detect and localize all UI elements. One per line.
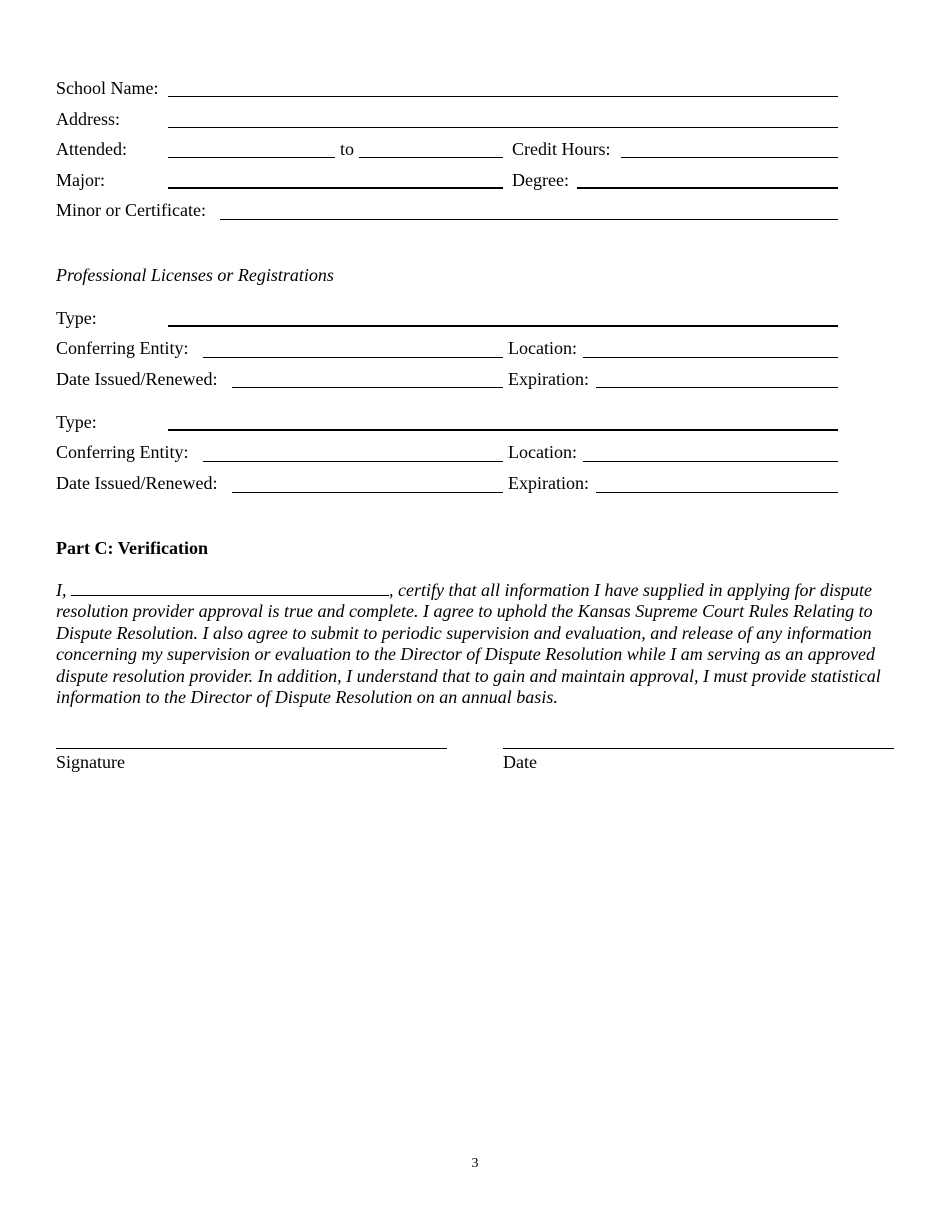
licenses-heading: Professional Licenses or Registrations bbox=[56, 265, 334, 285]
license-1-conferring-label: Conferring Entity: bbox=[56, 338, 189, 358]
date-line[interactable] bbox=[503, 748, 894, 749]
license-1-type-field[interactable] bbox=[168, 325, 838, 327]
date-label: Date bbox=[503, 752, 537, 772]
major-label: Major: bbox=[56, 170, 105, 190]
major-field[interactable] bbox=[168, 187, 503, 189]
license-1-type-label: Type: bbox=[56, 308, 97, 328]
license-1-expiration-label: Expiration: bbox=[508, 369, 589, 389]
license-1-location-label: Location: bbox=[508, 338, 577, 358]
attended-label: Attended: bbox=[56, 139, 127, 159]
attended-to-field[interactable] bbox=[359, 157, 503, 158]
verification-paragraph bbox=[56, 579, 894, 708]
license-2-conferring-field[interactable] bbox=[203, 461, 503, 462]
license-1-conferring-field[interactable] bbox=[203, 357, 503, 358]
license-2-type-label: Type: bbox=[56, 412, 97, 432]
license-1-location-field[interactable] bbox=[583, 357, 838, 358]
license-2-location-field[interactable] bbox=[583, 461, 838, 462]
school-name-label: School Name: bbox=[56, 78, 159, 98]
school-name-field[interactable] bbox=[168, 96, 838, 97]
credit-hours-field[interactable] bbox=[621, 157, 838, 158]
verification-heading: Part C: Verification bbox=[56, 538, 208, 558]
verification-text: , certify that all information I have supplied in applying for dispute resolution provider approval is true and complete. I agree to uphold the Kansas Supreme Court Rules Relating to Dispute Resolution. I also agree to submit to periodic supervision and evaluation, and release of any information concerning my supervision or evaluation to the Director of Dispute Resolution while I am serving as an approved dispute resolution provider. In addition, I understand that to gain and maintain approval, I must provide statistical information to the Director of Dispute Resolution on an annual basis. bbox=[56, 580, 881, 708]
license-2-type-field[interactable] bbox=[168, 429, 838, 431]
attended-to-label: to bbox=[340, 139, 355, 159]
license-2-date-label: Date Issued/Renewed: bbox=[56, 473, 218, 493]
license-1-date-field[interactable] bbox=[232, 387, 503, 388]
address-field[interactable] bbox=[168, 127, 838, 128]
signature-label: Signature bbox=[56, 752, 125, 772]
license-1-expiration-field[interactable] bbox=[596, 387, 838, 388]
license-2-location-label: Location: bbox=[508, 442, 577, 462]
page-number: 3 bbox=[471, 1156, 479, 1171]
degree-label: Degree: bbox=[512, 170, 569, 190]
credit-hours-label: Credit Hours: bbox=[512, 139, 611, 159]
license-2-date-field[interactable] bbox=[232, 492, 503, 493]
degree-field[interactable] bbox=[577, 187, 838, 189]
verification-prefix: I, bbox=[56, 580, 71, 600]
certifier-name-field[interactable] bbox=[71, 579, 389, 596]
attended-from-field[interactable] bbox=[168, 157, 335, 158]
license-2-expiration-field[interactable] bbox=[596, 492, 838, 493]
minor-field[interactable] bbox=[220, 219, 838, 220]
license-2-expiration-label: Expiration: bbox=[508, 473, 589, 493]
license-1-date-label: Date Issued/Renewed: bbox=[56, 369, 218, 389]
address-label: Address: bbox=[56, 109, 120, 129]
license-2-conferring-label: Conferring Entity: bbox=[56, 442, 189, 462]
minor-label: Minor or Certificate: bbox=[56, 200, 206, 220]
signature-line[interactable] bbox=[56, 748, 447, 749]
